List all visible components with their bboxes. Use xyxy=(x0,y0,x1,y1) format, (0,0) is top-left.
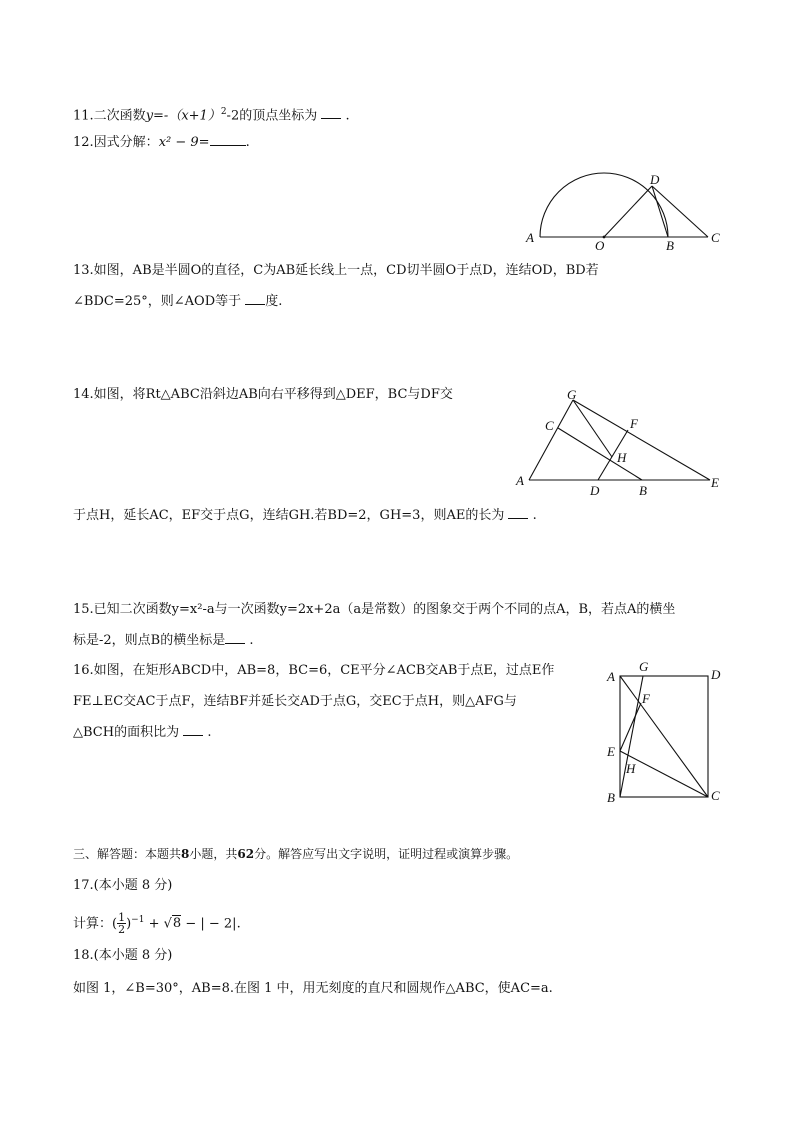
q16-label-g: G xyxy=(639,659,649,674)
q18-text: 如图 1，∠B=30°，AB=8.在图 1 中，用无刻度的直尺和圆规作△ABC，使AC=a. xyxy=(73,981,553,996)
q14-label-f: F xyxy=(630,416,638,431)
q16-label-e: E xyxy=(607,744,615,759)
q16-label-d: D xyxy=(711,667,721,682)
q14-end: . xyxy=(532,508,537,523)
question-18-text xyxy=(73,979,553,999)
q14-label-g: G xyxy=(567,387,577,402)
q17-sqrt-sign: √ xyxy=(163,916,172,932)
q16-text-1: 16.如图，在矩形ABCD中，AB=8，BC=6，CE平分∠ACB交AB于点E，过点E作 xyxy=(73,663,555,678)
q13-label-c: C xyxy=(711,230,720,245)
q18-title: 18.(本小题 8 分) xyxy=(73,948,173,963)
q16-text-3: △BCH的面积比为 xyxy=(73,725,180,740)
q17-close-paren: ) xyxy=(126,916,132,932)
question-17-expression xyxy=(73,910,241,935)
q16-end: . xyxy=(207,725,212,740)
q14-label-a: A xyxy=(516,473,524,488)
q15-end: . xyxy=(249,633,254,648)
q14-label-h: H xyxy=(617,450,627,465)
q16-label-a: A xyxy=(607,669,615,684)
q13-label-b: B xyxy=(666,238,674,253)
q16-line-bg xyxy=(620,676,643,797)
section3-prefix: 三、解答题：本题共 xyxy=(73,847,182,861)
q17-sqrt-value: 8 xyxy=(172,916,182,932)
section3-mid: 小题，共 xyxy=(189,847,238,861)
q14-text-1: 14.如图，将Rt△ABC沿斜边AB向右平移得到△DEF，BC与DF交 xyxy=(73,387,453,402)
q17-open-paren: ( xyxy=(112,916,118,932)
section3-total-score: 62 xyxy=(237,847,255,861)
q13-text-1: 13.如图，AB是半圆O的直径，C为AB延长线上一点，CD切半圆O于点D，连结OD，BD若 xyxy=(73,263,599,278)
section-3-heading xyxy=(73,844,518,864)
q16-label-c: C xyxy=(711,788,720,803)
q14-label-e: E xyxy=(711,475,719,490)
q12-prefix: 12.因式分解： xyxy=(73,135,159,150)
q17-plus: + xyxy=(144,916,164,932)
q16-text-2: FE⊥EC交AC于点F，连结BF并延长交AD于点G，交EC于点H，则△AFG与 xyxy=(73,694,517,709)
q16-line-ac xyxy=(620,676,708,797)
q16-label-b: B xyxy=(607,790,615,805)
q11-expr: y=-（x+1） xyxy=(145,108,221,124)
q14-text-2: 于点H，延长AC，EF交于点G，连结GH.若BD=2，GH=3，则AE的长为 xyxy=(73,508,505,523)
q16-label-h: H xyxy=(626,761,636,776)
q17-fraction xyxy=(117,912,126,935)
q12-end: . xyxy=(245,135,250,150)
q16-label-f: F xyxy=(642,691,650,706)
q17-frac-denominator: 2 xyxy=(118,923,126,937)
q17-title: 17.(本小题 8 分) xyxy=(73,878,173,893)
q17-calc-label: 计算： xyxy=(73,916,113,932)
q13-text-2: ∠BDC=25°，则∠AOD等于 xyxy=(73,294,242,309)
q13-label-o: O xyxy=(595,238,605,253)
q14-label-c: C xyxy=(545,418,554,433)
q12-expr: x² − 9= xyxy=(158,135,210,150)
q11-exponent: 2 xyxy=(220,107,227,117)
q11-suffix: -2的顶点坐标为 xyxy=(226,108,318,124)
q14-label-b: B xyxy=(639,483,647,498)
question-17-title xyxy=(73,876,172,896)
q13-label-d: D xyxy=(650,172,660,187)
q13-label-a: A xyxy=(526,230,534,245)
q14-label-d: D xyxy=(590,483,600,498)
q11-end: . xyxy=(345,108,350,124)
q17-end: . xyxy=(236,916,241,932)
question-18-title xyxy=(73,946,172,966)
q17-tail: − | − 2| xyxy=(181,916,237,932)
section3-suffix: 分。解答应写出文字说明，证明过程或演算步骤。 xyxy=(254,847,519,861)
q15-text-2: 标是-2，则点B的横坐标是 xyxy=(73,633,226,648)
q13-end: 度. xyxy=(265,294,283,309)
q17-frac-numerator: 1 xyxy=(118,911,126,925)
q17-exponent: −1 xyxy=(131,915,145,925)
section3-question-count: 8 xyxy=(181,847,190,861)
q15-text-1: 15.已知二次函数y=x²-a与一次函数y=2x+2a（a是常数）的图象交于两个不同的点A，B，若点A的横坐 xyxy=(73,602,676,617)
q11-prefix: 11.二次函数 xyxy=(73,108,146,124)
